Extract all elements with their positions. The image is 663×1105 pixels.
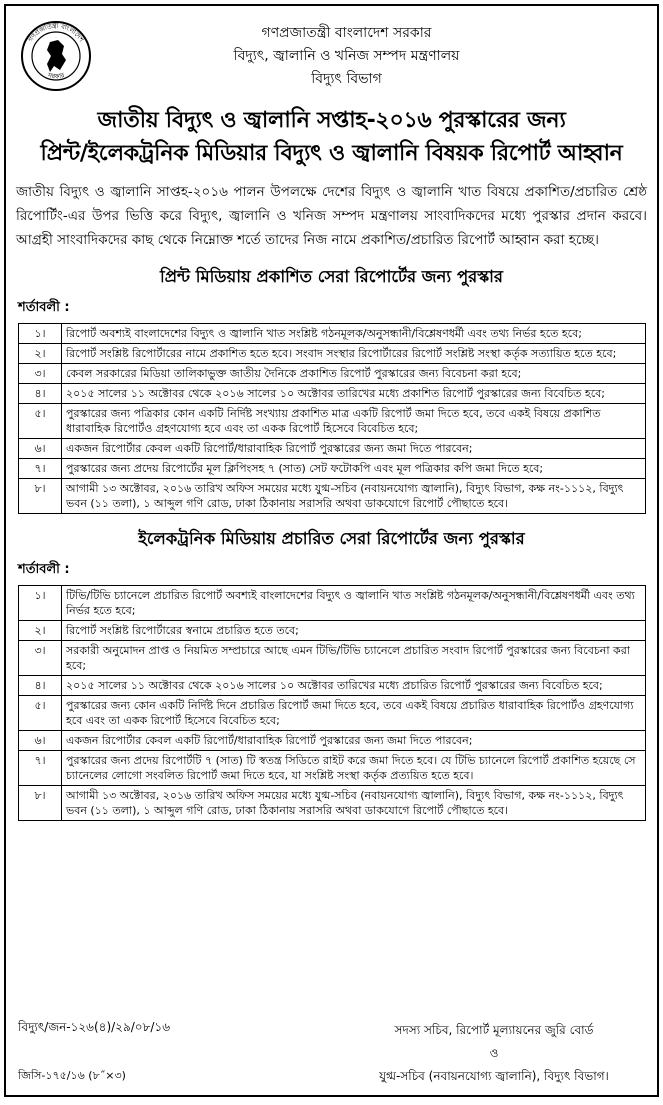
term-number: ৭। [19,751,62,786]
term-text: পুরস্কারের জন্য প্রদেয় রিপোর্টের মূল ক্লিপিংসহ ৭ (সাত) সেট ফটোকপি এবং মূল পত্রিকার কপি জমা দিতে হবে; [62,459,646,479]
terms-row [19,586,646,621]
terms-row [19,344,646,364]
term-text: টিভি/টিভি চ্যানেলে প্রচারিত রিপোর্ট অবশ্যই বাংলাদেশের বিদ্যুৎ ও জ্বালানি খাত সংশ্লিষ্ট গঠনমূলক/অনুসন্ধানী/বিশ্লেষণধর্মী এবং তথ্য নির্ভর হতে হবে; [62,586,646,621]
term-text: রিপোর্ট সংশ্লিষ্ট রিপোর্টারের নামে প্রকাশিত হতে হবে। সংবাদ সংস্থার রিপোর্টারের রিপোর্ট সংশ্লিষ্ট সংস্থা কর্তৃক সত্যায়িত হতে হবে; [62,344,646,364]
signatory-line-2: যুগ্ম-সচিব (নবায়নযোগ্য জ্বালানি), বিদ্যুৎ বিভাগ। [379,1069,609,1083]
terms-row [19,786,646,821]
electronic-section-heading: ইলেকট্রনিক মিডিয়ায় প্রচারিত সেরা রিপোর্টের জন্য পুরস্কার [138,529,525,548]
electronic-terms-label: শর্তাবলী : [18,562,70,577]
header [6,6,657,104]
term-number: ১। [19,586,62,621]
term-number: ৪। [19,384,62,404]
term-text: পুরস্কারের জন্য কোন একটি নির্দিষ্ট দিনে প্রচারিত রিপোর্ট জমা দিতে হবে, তবে একই বিষয়ে প্রচারিত ধারাবাহিক রিপোর্টও গ্রহণযোগ্য হবে এবং তা একক রিপোর্ট হিসেবে বিবেচিত হবে; [62,696,646,731]
term-text: পুরস্কারের জন্য পত্রিকার কোন একটি নির্দিষ্ট সংখ্যায় প্রকাশিত মাত্র একটি রিপোর্ট জমা দিতে হবে, তবে একই বিষয়ে প্রকাশিত ধারাবাহিক রিপোর্টও গ্রহণযোগ্য হবে এবং তা একক রিপোর্ট হিসেবে বিবেচিত হবে; [62,404,646,439]
term-number: ৫। [19,696,62,731]
footer [6,1015,657,1095]
term-number: ৭। [19,459,62,479]
term-number: ৬। [19,439,62,459]
term-number: ৪। [19,676,62,696]
term-text: আগামী ১৩ অক্টোবর, ২০১৬ তারিখ অফিস সময়ের মধ্যে যুগ্ম-সচিব (নবায়নযোগ্য জ্বালানি), বিদ্যুৎ বিভাগ, কক্ষ নং-১১১২, বিদ্যুৎ ভবন (১১ তলা), ১ আব্দুল গণি রোড, ঢাকা ঠিকানায় সরাসরি অথবা ডাকযোগে রিপোর্ট পৌছাতে হবে। [62,479,646,514]
signatory-and: ও [489,1046,499,1060]
term-text: কেবল সরকারের মিডিয়া তালিকাভুক্ত জাতীয় দৈনিকে প্রকাশিত রিপোর্ট পুরস্কারের জন্য বিবেচনা করা হবে; [62,364,646,384]
term-number: ৮। [19,786,62,821]
title-line-1: জাতীয় বিদ্যুৎ ও জ্বালানি সপ্তাহ-২০১৬ পুরস্কারের জন্য [97,108,566,133]
term-number: ২। [19,621,62,641]
terms-row [19,696,646,731]
term-text: ২০১৫ সালের ১১ অক্টোবর থেকে ২০১৬ সালের ১০ অক্টোবর তারিখের মধ্যে প্রকাশিত রিপোর্ট পুরস্কারের জন্য বিবেচিত হবে; [62,384,646,404]
terms-row [19,324,646,344]
terms-row [19,404,646,439]
print-terms-table [18,323,646,514]
terms-row [19,731,646,751]
term-number: ২। [19,344,62,364]
terms-row [19,676,646,696]
term-text: আগামী ১৩ অক্টোবর, ২০১৬ তারিখ অফিস সময়ের মধ্যে যুগ্ম-সচিব (নবায়নযোগ্য জ্বালানি), বিদ্যুৎ বিভাগ, কক্ষ নং-১১১২, বিদ্যুৎ ভবন (১১ তলা), ১ আব্দুল গণি রোড, ঢাকা ঠিকানায় সরাসরি অথবা ডাকযোগে রিপোর্ট পৌছাতে হবে। [62,786,646,821]
terms-row [19,751,646,786]
intro-paragraph: জাতীয় বিদ্যুৎ ও জ্বালানি সাপ্তহ-২০১৬ পালন উপলক্ষে দেশের বিদ্যুৎ ও জ্বালানি খাত বিষয়ে প্রকাশিত/প্রচারিত শ্রেষ্ঠ রিপোর্টিং-এর উপর ভিত্তি করে বিদ্যুৎ, জ্বালানি ও খনিজ সম্পদ মন্ত্রণালয় সাংবাদিকদের মধ্যে পুরস্কার প্রদান করবে। আগ্রহী সাংবাদিকদের কাছ থেকে নিম্নোক্ত শর্তে তাদের নিজ নামে প্রকাশিত/প্রচারিত রিপোর্ট আহ্বান করা হচ্ছে। [16,184,647,248]
print-section-heading: প্রিন্ট মিডিয়ায় প্রকাশিত সেরা রিপোর্টের জন্য পুরস্কার [160,267,503,286]
terms-row [19,479,646,514]
electronic-terms-table [18,585,646,821]
term-number: ৩। [19,641,62,676]
title-line-2: প্রিন্ট/ইলেকট্রনিক মিডিয়ার বিদ্যুৎ ও জ্বালানি বিষয়ক রিপোর্ট আহ্বান [40,141,623,166]
term-text: পুরস্কারের জন্য প্রদেয় রিপোর্টটি ৭ (সাত) টি স্বতন্ত্র সিডিতে রাইট করে জমা দিতে হবে। যে টিভি চ্যানেলে রিপোর্ট প্রকাশিত হয়েছে সে চ্যানেলের লোগো সংবলিত রিপোর্ট জমা দিতে হবে, যা সংশ্লিষ্ট সংস্থা কর্তৃক প্রত্যয়িত হতে হবে। [62,751,646,786]
term-text: একজন রিপোর্টার কেবল একটি রিপোর্ট/ধারাবাহিক রিপোর্ট পুরস্কারের জন্য জমা দিতে পারবেন; [62,439,646,459]
print-terms-label: শর্তাবলী : [18,300,70,315]
term-number: ৬। [19,731,62,751]
terms-row [19,384,646,404]
signatory-line-1: সদস্য সচিব, রিপোর্ট মূল্যায়নের জুরি বোর্ড [394,1023,594,1037]
term-text: একজন রিপোর্টার কেবল একটি রিপোর্ট/ধারাবাহিক রিপোর্ট পুরস্কারের জন্য জমা দিতে পারবেন; [62,731,646,751]
government-heading [6,22,657,91]
term-text: রিপোর্ট অবশ্যই বাংলাদেশের বিদ্যুৎ ও জ্বালানি খাত সংশ্লিষ্ট গঠনমূলক/অনুসন্ধানী/বিশ্লেষণধর্মী এবং তথ্য নির্ভর হতে হবে; [62,324,646,344]
signature-block [349,1019,639,1088]
ministry-name: বিদ্যুৎ, জ্বালানি ও খনিজ সম্পদ মন্ত্রণালয় [233,48,460,64]
division-name: বিদ্যুৎ বিভাগ [311,71,382,87]
terms-row [19,439,646,459]
notice-page [4,4,659,1097]
term-number: ৮। [19,479,62,514]
memo-number: বিদ্যুৎ/জন-১২৬(৪)/২৯/০৮/১৬ [18,1020,171,1034]
seal-bottom-text: সরকার [46,71,66,81]
term-text: ২০১৫ সালের ১১ অক্টোবর থেকে ২০১৬ সালের ১০ অক্টোবর তারিখের মধ্যে প্রচারিত রিপোর্ট পুরস্কারের জন্য বিবেচিত হবে; [62,676,646,696]
term-number: ১। [19,324,62,344]
terms-row [19,641,646,676]
seal-top-text: গণপ্রজাতন্ত্রী বাংলাদেশ [26,21,86,44]
notice-title [12,104,651,170]
gd-code: জিসি-১৭৫/১৬ (৮˝×৩) [18,1069,126,1082]
term-text: সরকারী অনুমোদন প্রাপ্ত ও নিয়মিত সম্প্রচারে আছে এমন টিভি/টিভি চ্যানেলে প্রচারিত সংবাদ রিপোর্ট পুরস্কারের জন্য বিবেচনা করা হবে; [62,641,646,676]
term-number: ৫। [19,404,62,439]
term-number: ৩। [19,364,62,384]
term-text: রিপোর্ট সংশ্লিষ্ট রিপোর্টারের স্বনামে প্রচারিত হতে তবে; [62,621,646,641]
terms-row [19,621,646,641]
gov-name: গণপ্রজাতন্ত্রী বাংলাদেশ সরকার [261,25,432,41]
terms-row [19,364,646,384]
terms-row [19,459,646,479]
